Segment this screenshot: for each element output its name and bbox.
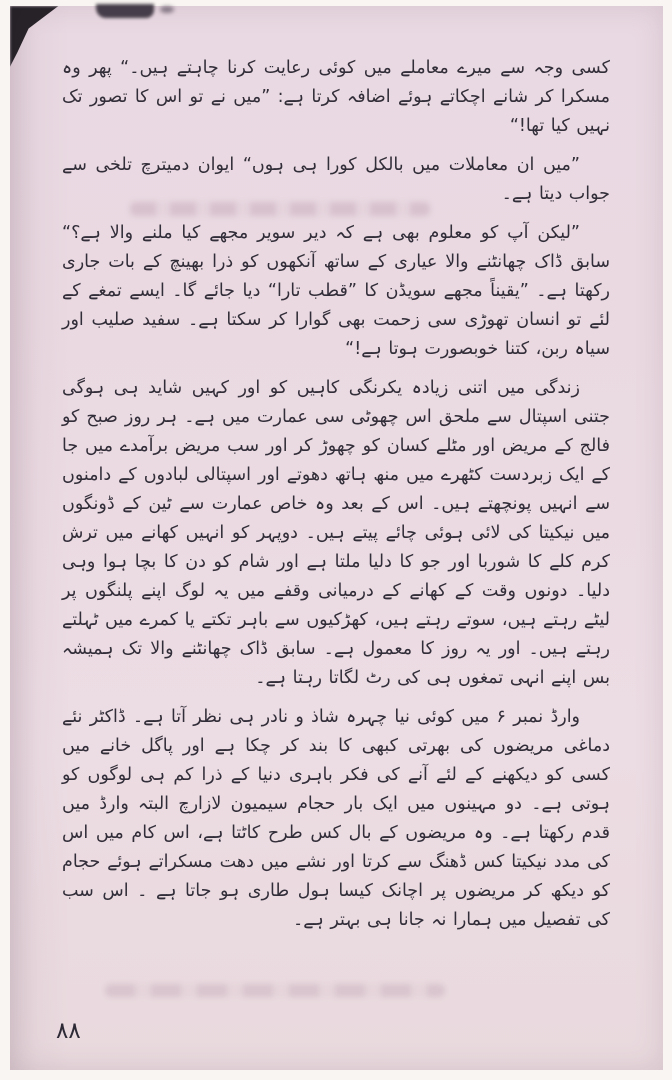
scan-artifact-top-smudge [96, 4, 154, 18]
paragraph-daily-routine: زندگی میں اتنی زیادہ یکرنگی کاہیں کو اور کہیں شاید ہی ہوگی جتنی اسپتال سے ملحق اس چھوٹی سی عمارت میں ہے۔ ہر روز صبح کو فالج کے مریض اور مٹلے کسان کو چھوڑ کر اور سب مریض برآمدے میں جا کے ایک زبردست کٹھرے میں منھ ہاتھ دھوتے اور اسپتالی لبادوں کے دامنوں سے انہیں پونچھتے ہیں۔ اس کے بعد وہ خاص عمارت سے ٹین کے ڈونگوں میں نیکیتا کی لائی ہوئی چائے پیتے ہیں۔ دوپہر کو انہیں کھانے میں ترش کرم کلے کا شوربا اور جو کا دلیا ملتا ہے اور شام کو دن کا بچا ہوا وہی دلیا۔ دونوں وقت کے کھانے کے درمیانی وقفے میں یہ لوگ اپنے پلنگوں پر لیٹے رہتے ہیں، سوتے رہتے ہیں، کھڑکیوں سے باہر تکتے یا کمرے میں ٹہلتے رہتے ہیں۔ اور یہ روز کا معمول ہے۔ سابق ڈاک چھانٹنے والا تک ہمیشہ بس اپنے انہی تمغوں ہی کی رٹ لگاتا رہتا ہے۔ [62, 378, 610, 688]
page-number: ۸۸ [56, 1018, 81, 1044]
scanned-page [10, 6, 663, 1070]
paragraph-ward-six: وارڈ نمبر ۶ میں کوئی نیا چہرہ شاذ و نادر ہی نظر آتا ہے۔ ڈاکٹر نئے دماغی مریضوں کی بھرتی کبھی کا بند کر چکا ہے اور پاگل خانے میں کسی کو دیکھنے کے لئے آنے کی فکر باہری دنیا کے ذرا کم ہی لوگوں کو ہوتی ہے۔ دو مہینوں میں ایک بار حجام سیمیون لازارچ البتہ وارڈ میں قدم رکھتا ہے۔ وہ مریضوں کے بال کس طرح کاٹتا ہے، اس کام میں اس کی مدد نیکیتا کس ڈھنگ سے کرتا اور نشے میں دھت مسکراتے ہوئے حجام کو دیکھ کر مریضوں پر اچانک کیسا ہول طاری ہو جاتا ہے ۔ اس سب کی تفصیل میں ہمارا نہ جانا ہی بہتر ہے۔ [62, 707, 610, 930]
paragraph-continuation: کسی وجہ سے میرے معاملے میں کوئی رعایت کرنا چاہتے ہیں۔“ پھر وہ مسکرا کر شانے اچکاتے ہوئے اضافہ کرتا ہے: ”میں نے تو اس کا تصور تک نہیں کیا تھا!“ [62, 58, 610, 136]
body-text [62, 54, 610, 945]
scan-artifact-top-smudge-small [160, 6, 174, 13]
paragraph-dialogue-ivan: ”میں ان معاملات میں بالکل کورا ہی ہوں“ ایوان دمیترچ تلخی سے جواب دیتا ہے۔ [62, 155, 610, 204]
paragraph-dialogue-postman: ”لیکن آپ کو معلوم بھی ہے کہ دیر سویر مجھے کیا ملنے والا ہے؟“ سابق ڈاک چھانٹنے والا عیاری کے ساتھ آنکھوں کو ذرا بھینچ کے بات جاری رکھتا ہے۔ ”یقیناً مجھے سویڈن کا ”قطب تارا“ دیا جائے گا۔ ایسے تمغے کے لئے تو انسان تھوڑی سی زحمت بھی گوارا کر سکتا ہے۔ سفید صلیب اور سیاہ ربن، کتنا خوبصورت ہوتا ہے!“ [62, 223, 610, 359]
bleedthrough-mark-lower [105, 984, 445, 997]
